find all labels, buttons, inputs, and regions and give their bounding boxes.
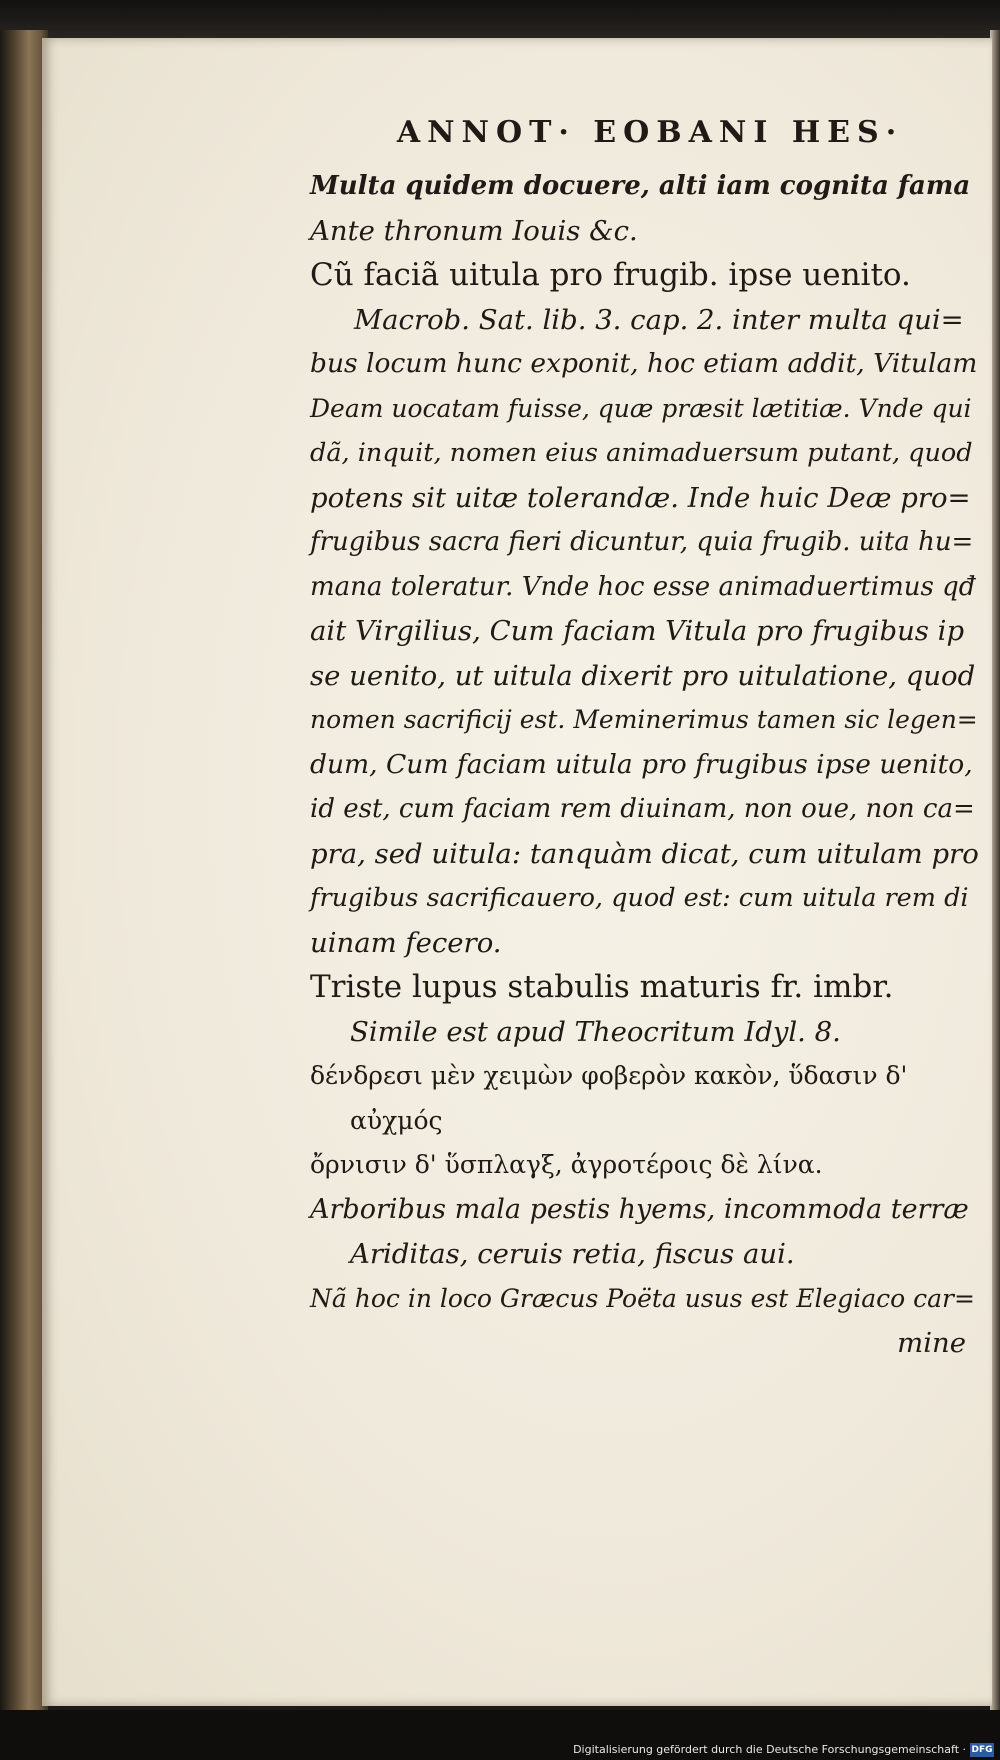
text-line: dum, Cum faciam uitula pro frugibus ipse uenito, bbox=[310, 748, 973, 780]
text-line: Multa quidem docuere, alti iam cognita fama bbox=[310, 171, 971, 201]
text-line: Nã hoc in loco Græcus Poëta usus est Elegiaco car= bbox=[310, 1283, 975, 1313]
text-line: nomen sacrificij est. Meminerimus tamen sic legen= bbox=[310, 705, 978, 734]
page-text bbox=[310, 108, 980, 1366]
text-line: Macrob. Sat. lib. 3. cap. 2. inter multa qui= bbox=[354, 303, 964, 336]
text-line: frugibus sacrificauero, quod est: cum uitula rem di bbox=[310, 883, 969, 913]
footer-bar bbox=[0, 1710, 1000, 1760]
text-line: Triste lupus stabulis maturis fr. imbr. bbox=[310, 969, 894, 1005]
text-line: uinam fecero. bbox=[310, 926, 502, 959]
text-line: Arboribus mala pestis hyems, incommoda terræ bbox=[310, 1193, 969, 1225]
running-header: ANNOT· EOBANI HES· bbox=[396, 115, 904, 150]
text-line: Deam uocatam fuisse, quæ præsit lætitiæ. Vnde qui bbox=[310, 393, 972, 423]
scan-top-border bbox=[0, 0, 1000, 40]
text-line: Ante thronum Iouis &c. bbox=[310, 214, 638, 247]
text-line: αὐχμός bbox=[350, 1105, 443, 1135]
text-line: Simile est apud Theocritum Idyl. 8. bbox=[350, 1015, 841, 1048]
digitization-credit: Digitalisierung gefördert durch die Deutsche Forschungsgemeinschaft · bbox=[573, 1743, 966, 1756]
text-line: ὄρνισιν δ' ὕσπλαγξ, ἀγροτέροις δὲ λίνα. bbox=[310, 1150, 823, 1179]
text-line: mine bbox=[897, 1327, 966, 1359]
book-spine bbox=[0, 30, 48, 1710]
text-line: potens sit uitæ tolerandæ. Inde huic Deæ pro= bbox=[310, 481, 971, 514]
text-line: mana toleratur. Vnde hoc esse animaduertimus qđ bbox=[310, 571, 976, 602]
text-line: id est, cum faciam rem diuinam, non oue, non ca= bbox=[310, 794, 975, 824]
text-line: pra, sed uitula: tanquàm dicat, cum uitulam pro bbox=[310, 837, 979, 870]
text-line: dã, inquit, nomen eius animaduersum putant, quod bbox=[310, 438, 973, 468]
text-line: se uenito, ut uitula dixerit pro uitulatione, quod bbox=[310, 659, 976, 692]
text-line: ait Virgilius, Cum faciam Vitula pro frugibus ip bbox=[310, 615, 965, 647]
text-line: frugibus sacra fieri dicuntur, quia frugib. uita hu= bbox=[310, 527, 974, 557]
text-lines bbox=[310, 164, 980, 1366]
text-line: δένδρεσι μὲν χειμὼν φοβερὸν κακὸν, ὕδασιν δ' bbox=[310, 1061, 908, 1090]
text-line: Ariditas, ceruis retia, fiscus aui. bbox=[350, 1238, 795, 1270]
dfg-logo: DFG bbox=[971, 1745, 993, 1755]
text-line: bus locum hunc exponit, hoc etiam addit, Vitulam bbox=[310, 348, 978, 379]
text-line: Cũ faciã uitula pro frugib. ipse uenito. bbox=[310, 257, 911, 293]
